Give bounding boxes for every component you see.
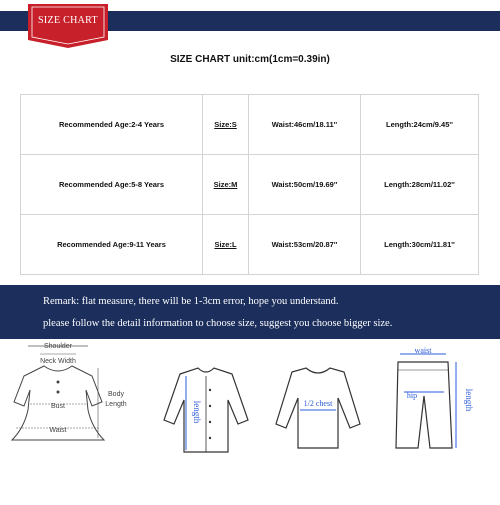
hip-label: hip (406, 391, 418, 400)
size-chart-label: SIZE CHART (38, 15, 98, 26)
size-cell (203, 95, 249, 155)
size-chart-ribbon (28, 4, 108, 44)
chest-label: 1/2 chest (303, 399, 333, 408)
pants-length-label: length (464, 388, 474, 412)
shoulder-label: Shoulder (43, 343, 73, 350)
pants-waist-label: waist (414, 346, 432, 355)
length-cell: Length:30cm/11.81'' (361, 215, 479, 275)
waist-label: Waist (49, 427, 67, 434)
body-length-label: Body (108, 391, 124, 398)
table-row (21, 155, 479, 215)
waist-cell: Waist:46cm/18.11'' (249, 95, 361, 155)
chart-title: SIZE CHART unit:cm(1cm=0.39in) (170, 54, 330, 65)
shirt-length-label: length (192, 400, 202, 424)
remark-band (0, 285, 500, 339)
size-label: Size:M (213, 180, 238, 189)
measurement-diagrams-svg (0, 340, 500, 500)
remark-line-2: please follow the detail information to choose size, suggest you choose bigger size. (43, 318, 393, 329)
bust-label: Bust (50, 403, 66, 410)
age-cell: Recommended Age:2-4 Years (21, 95, 203, 155)
age-cell: Recommended Age:5-8 Years (21, 155, 203, 215)
body-length-label-2: Length (105, 401, 127, 408)
pants-diagram (396, 346, 474, 448)
ribbon-shape (28, 4, 108, 48)
remark-line-1: Remark: flat measure, there will be 1-3cm error, hope you understand. (43, 296, 339, 307)
shirt-diagram (164, 368, 248, 452)
size-label: Size:L (214, 240, 237, 249)
neck-width-label: Neck Width (40, 358, 76, 365)
length-cell: Length:28cm/11.02'' (361, 155, 479, 215)
age-cell: Recommended Age:9-11 Years (21, 215, 203, 275)
waist-cell: Waist:50cm/19.69'' (249, 155, 361, 215)
table-row (21, 95, 479, 155)
measurement-diagrams (0, 340, 500, 500)
length-cell: Length:24cm/9.45'' (361, 95, 479, 155)
dress-diagram (12, 343, 127, 440)
size-cell (203, 155, 249, 215)
size-label: Size:S (214, 120, 237, 129)
table-row (21, 215, 479, 275)
waist-cell: Waist:53cm/20.87'' (249, 215, 361, 275)
sweater-diagram (276, 368, 360, 448)
size-table (20, 94, 479, 275)
size-cell (203, 215, 249, 275)
